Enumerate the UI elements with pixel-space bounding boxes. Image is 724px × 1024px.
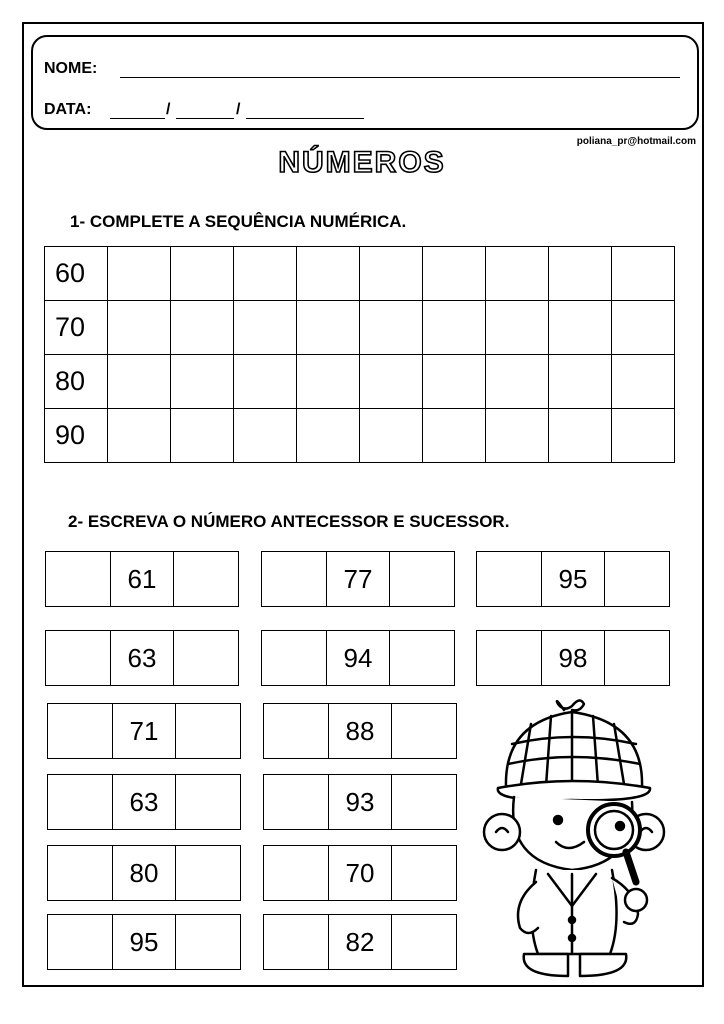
successor-field[interactable] [390, 631, 454, 685]
grid-cell[interactable] [108, 409, 171, 463]
date-sep-1: / [166, 101, 171, 118]
grid-row [45, 247, 675, 301]
successor-field[interactable] [605, 552, 669, 606]
name-line[interactable] [120, 77, 680, 78]
grid-cell[interactable] [423, 301, 486, 355]
sequence-grid [44, 246, 675, 463]
grid-cell[interactable] [234, 355, 297, 409]
grid-cell[interactable] [360, 301, 423, 355]
number-box [47, 774, 241, 830]
grid-cell[interactable] [423, 409, 486, 463]
grid-row [45, 355, 675, 409]
author-email: poliana_pr@hotmail.com [576, 136, 696, 147]
grid-cell[interactable] [108, 355, 171, 409]
grid-cell[interactable] [297, 409, 360, 463]
given-number: 80 [112, 846, 176, 900]
grid-cell[interactable] [423, 247, 486, 301]
given-number: 95 [112, 915, 176, 969]
successor-field[interactable] [176, 775, 240, 829]
grid-cell[interactable] [549, 409, 612, 463]
page-title: NÚMEROS [278, 146, 446, 179]
grid-cell[interactable] [486, 247, 549, 301]
grid-start-value: 90 [45, 409, 108, 463]
grid-cell[interactable] [549, 301, 612, 355]
grid-cell[interactable] [234, 409, 297, 463]
grid-cell[interactable] [612, 247, 675, 301]
successor-field[interactable] [174, 552, 238, 606]
given-number: 95 [541, 552, 605, 606]
given-number: 71 [112, 704, 176, 758]
successor-field[interactable] [176, 846, 240, 900]
grid-cell[interactable] [171, 355, 234, 409]
predecessor-field[interactable] [262, 631, 326, 685]
number-box [45, 551, 239, 607]
number-box [47, 914, 241, 970]
grid-cell[interactable] [108, 301, 171, 355]
date-label: DATA: [44, 101, 92, 118]
predecessor-field[interactable] [264, 846, 328, 900]
predecessor-field[interactable] [264, 704, 328, 758]
given-number: 63 [110, 631, 174, 685]
grid-cell[interactable] [171, 247, 234, 301]
grid-row [45, 409, 675, 463]
grid-cell[interactable] [360, 409, 423, 463]
predecessor-field[interactable] [46, 552, 110, 606]
grid-cell[interactable] [549, 355, 612, 409]
predecessor-field[interactable] [477, 631, 541, 685]
successor-field[interactable] [390, 552, 454, 606]
grid-cell[interactable] [360, 355, 423, 409]
predecessor-field[interactable] [48, 704, 112, 758]
number-box [263, 845, 457, 901]
successor-field[interactable] [176, 915, 240, 969]
grid-row [45, 301, 675, 355]
date-year-line[interactable] [246, 118, 364, 119]
grid-cell[interactable] [171, 301, 234, 355]
date-month-line[interactable] [176, 118, 234, 119]
predecessor-field[interactable] [48, 775, 112, 829]
predecessor-field[interactable] [477, 552, 541, 606]
name-label: NOME: [44, 60, 98, 77]
number-box [261, 551, 455, 607]
grid-cell[interactable] [234, 247, 297, 301]
grid-cell[interactable] [108, 247, 171, 301]
number-box [476, 551, 670, 607]
successor-field[interactable] [174, 631, 238, 685]
grid-cell[interactable] [171, 409, 234, 463]
successor-field[interactable] [176, 704, 240, 758]
number-box [47, 703, 241, 759]
grid-start-value: 70 [45, 301, 108, 355]
number-box [476, 630, 670, 686]
given-number: 98 [541, 631, 605, 685]
grid-cell[interactable] [612, 355, 675, 409]
predecessor-field[interactable] [264, 775, 328, 829]
grid-cell[interactable] [423, 355, 486, 409]
successor-field[interactable] [392, 915, 456, 969]
grid-cell[interactable] [297, 247, 360, 301]
given-number: 82 [328, 915, 392, 969]
grid-cell[interactable] [612, 301, 675, 355]
number-box [263, 914, 457, 970]
given-number: 93 [328, 775, 392, 829]
successor-field[interactable] [392, 846, 456, 900]
given-number: 94 [326, 631, 390, 685]
header-box [31, 35, 699, 130]
date-day-line[interactable] [110, 118, 165, 119]
number-box [263, 703, 457, 759]
grid-cell[interactable] [486, 301, 549, 355]
exercise1-instruction: 1- COMPLETE A SEQUÊNCIA NUMÉRICA. [70, 212, 407, 231]
date-sep-2: / [236, 101, 241, 118]
exercise2-instruction: 2- ESCREVA O NÚMERO ANTECESSOR E SUCESSOR. [68, 512, 510, 531]
given-number: 61 [110, 552, 174, 606]
grid-start-value: 80 [45, 355, 108, 409]
number-box [263, 774, 457, 830]
detective-illustration [476, 692, 676, 984]
number-box [47, 845, 241, 901]
successor-field[interactable] [392, 775, 456, 829]
given-number: 63 [112, 775, 176, 829]
grid-cell[interactable] [549, 247, 612, 301]
grid-cell[interactable] [612, 409, 675, 463]
grid-cell[interactable] [234, 301, 297, 355]
predecessor-field[interactable] [48, 846, 112, 900]
predecessor-field[interactable] [46, 631, 110, 685]
successor-field[interactable] [605, 631, 669, 685]
given-number: 77 [326, 552, 390, 606]
grid-cell[interactable] [486, 355, 549, 409]
given-number: 88 [328, 704, 392, 758]
grid-cell[interactable] [297, 301, 360, 355]
successor-field[interactable] [392, 704, 456, 758]
predecessor-field[interactable] [262, 552, 326, 606]
number-box [45, 630, 239, 686]
predecessor-field[interactable] [48, 915, 112, 969]
grid-start-value: 60 [45, 247, 108, 301]
grid-cell[interactable] [486, 409, 549, 463]
given-number: 70 [328, 846, 392, 900]
grid-cell[interactable] [297, 355, 360, 409]
predecessor-field[interactable] [264, 915, 328, 969]
grid-cell[interactable] [360, 247, 423, 301]
number-box [261, 630, 455, 686]
